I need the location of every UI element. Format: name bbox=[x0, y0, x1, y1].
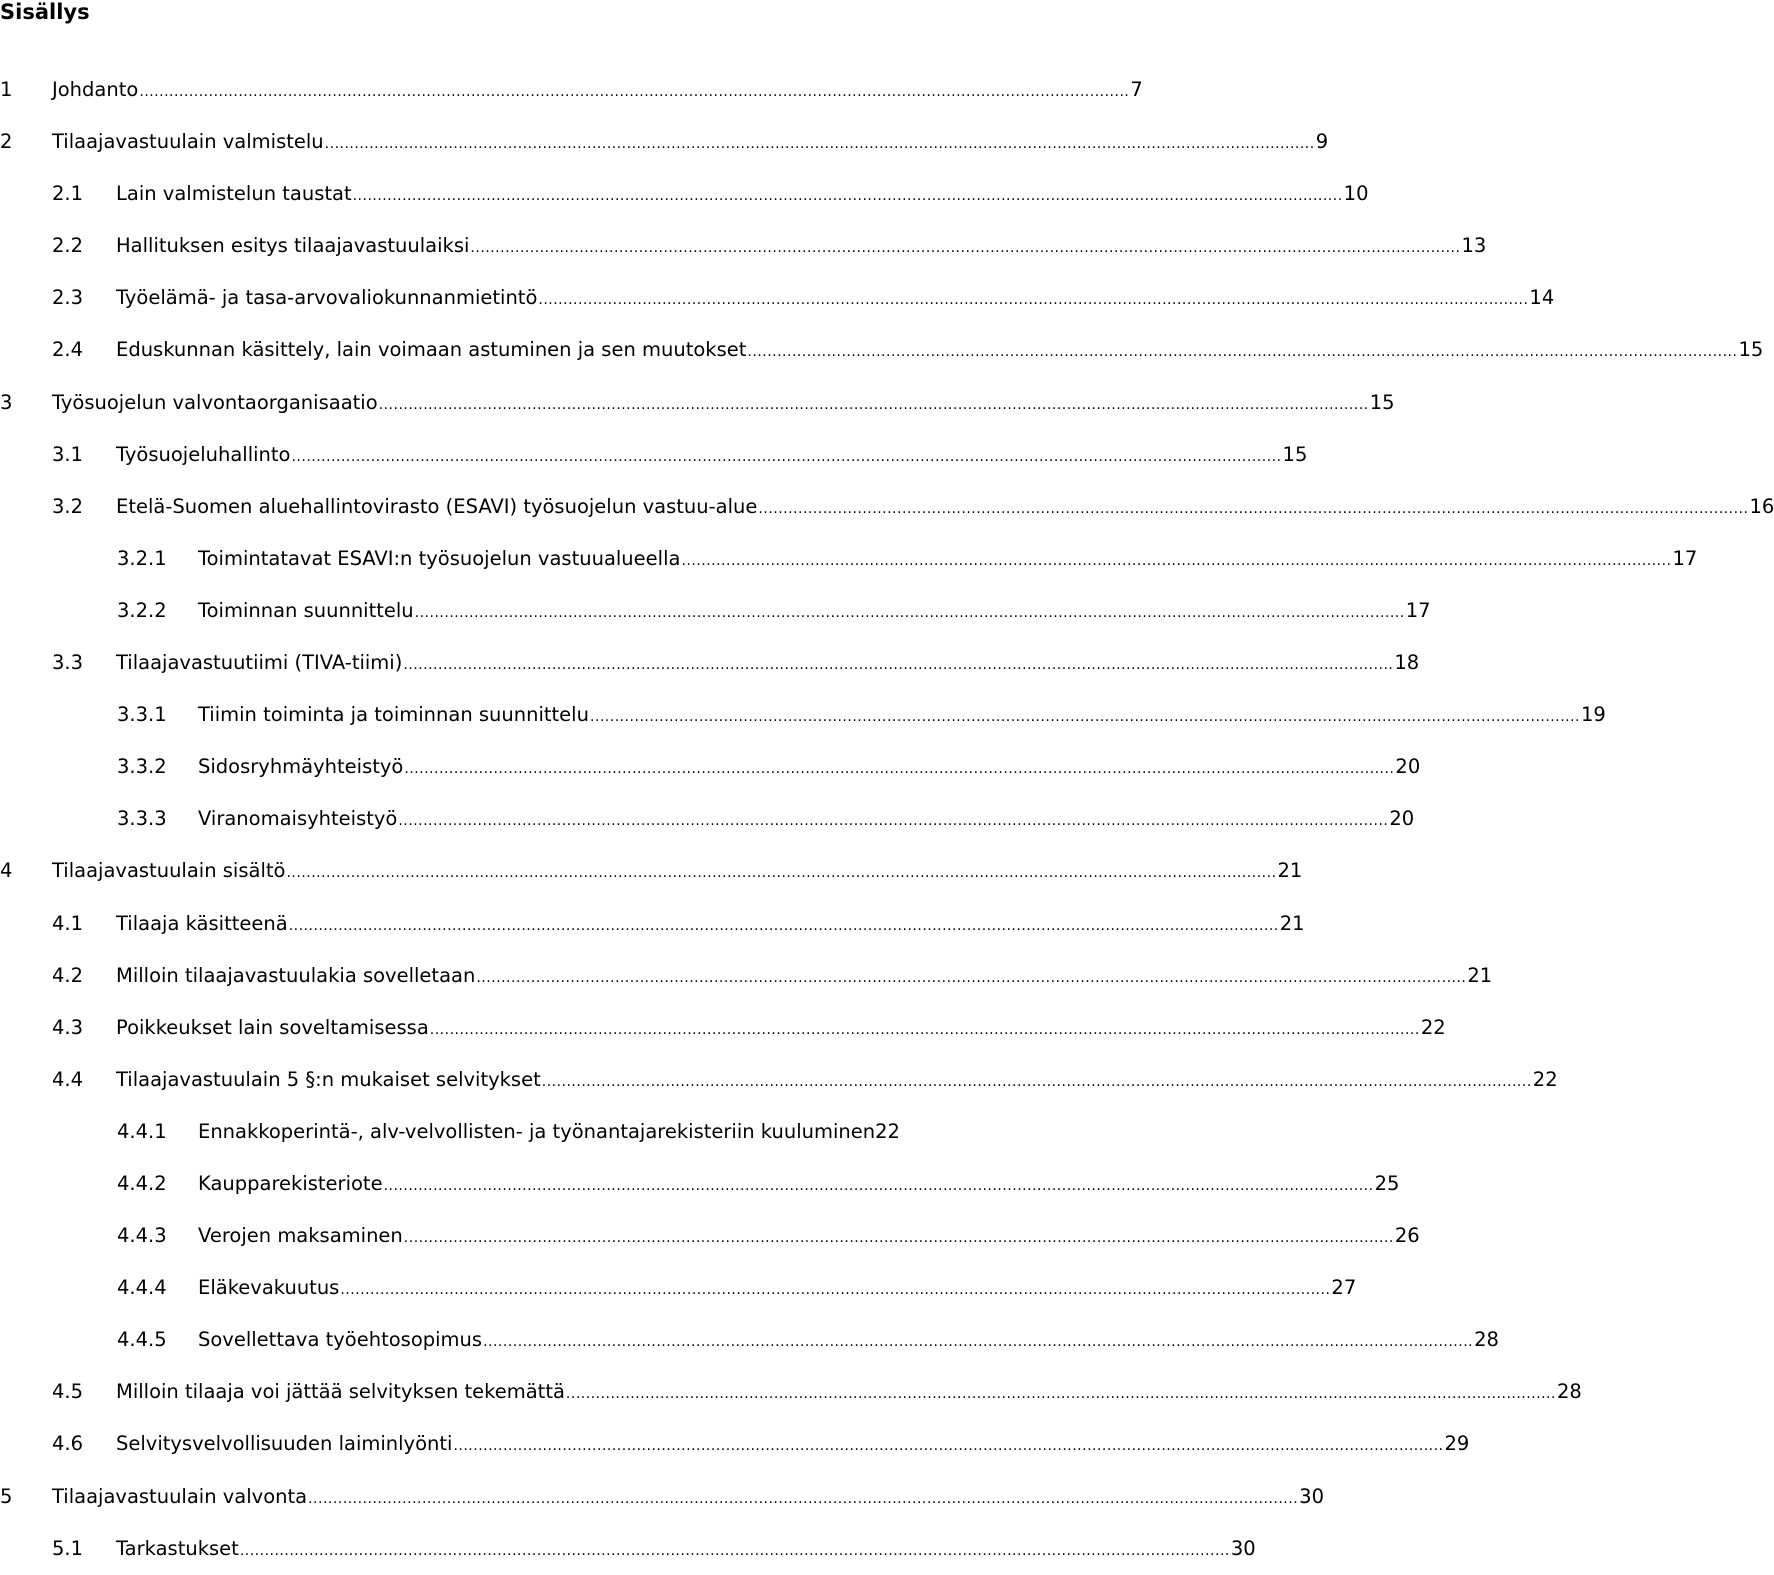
toc-dot-leader: ........................................................................................................................................................................................................ bbox=[288, 917, 1279, 934]
toc-entry-line bbox=[116, 649, 1420, 676]
toc-entry-number: 4.4.5 bbox=[117, 1328, 167, 1352]
toc-entry-line bbox=[116, 1014, 1446, 1041]
toc-entry-title[interactable]: Työsuojelun valvontaorganisaatio bbox=[52, 390, 378, 414]
toc-entry-title[interactable]: Työelämä- ja tasa-arvovaliokunnanmietintö bbox=[116, 286, 538, 310]
toc-entry-line bbox=[52, 857, 1303, 884]
toc-entry-page: 7 bbox=[1130, 78, 1143, 101]
toc-entry-page: 26 bbox=[1394, 1224, 1420, 1248]
toc-entry-number: 3.2 bbox=[52, 494, 84, 518]
toc-entry[interactable] bbox=[0, 116, 1329, 168]
toc-entry[interactable] bbox=[0, 637, 1420, 689]
toc-entry-number: 4.6 bbox=[52, 1432, 84, 1456]
toc-entry-line bbox=[198, 1274, 1357, 1301]
toc-entry-title[interactable]: Tilaajavastuulain 5 §:n mukaiset selvitykset bbox=[116, 1067, 541, 1091]
toc-dot-leader: ........................................................................................................................................................................................................ bbox=[403, 1230, 1394, 1247]
toc-entry[interactable] bbox=[0, 845, 1303, 897]
toc-entry-title[interactable]: Verojen maksaminen bbox=[198, 1224, 403, 1248]
toc-entry-number: 4.4.4 bbox=[117, 1276, 167, 1300]
toc-entry-number: 3.2.2 bbox=[117, 598, 167, 622]
toc-entry-line bbox=[198, 545, 1698, 572]
toc-entry-title[interactable]: Työsuojeluhallinto bbox=[116, 442, 291, 466]
toc-dot-leader: ........................................................................................................................................................................................................ bbox=[747, 344, 1738, 361]
toc-entry-line bbox=[116, 1430, 1470, 1457]
toc-entry-page: 15 bbox=[1282, 442, 1308, 466]
toc-entry-page: 17 bbox=[1405, 598, 1431, 622]
toc-entry-line bbox=[198, 1222, 1420, 1249]
toc-entry-title[interactable]: Lain valmistelun taustat bbox=[116, 182, 352, 206]
toc-entry-title[interactable]: Toimintatavat ESAVI:n työsuojelun vastuualueella bbox=[198, 546, 681, 570]
toc-dot-leader: ........................................................................................................................................................................................................ bbox=[538, 292, 1529, 309]
toc-entry-number: 5.1 bbox=[52, 1536, 84, 1560]
toc-entry[interactable] bbox=[0, 1054, 1558, 1106]
toc-entry-line bbox=[116, 1535, 1256, 1562]
toc-entry[interactable] bbox=[0, 1262, 1357, 1314]
toc-dot-leader: ........................................................................................................................................................................................................ bbox=[403, 657, 1394, 674]
toc-entry-title[interactable]: Viranomaisyhteistyö bbox=[198, 807, 398, 831]
toc-dot-leader: ........................................................................................................................................................................................................ bbox=[383, 1177, 1374, 1194]
toc-entry-title[interactable]: Tilaajavastuutiimi (TIVA-tiimi) bbox=[116, 651, 403, 675]
toc-entry[interactable] bbox=[0, 481, 1774, 533]
toc-entry[interactable] bbox=[0, 1523, 1256, 1575]
toc-entry-page: 20 bbox=[1395, 755, 1421, 779]
toc-entry-line bbox=[116, 1066, 1558, 1093]
toc-dot-leader: ........................................................................................................................................................................................................ bbox=[476, 969, 1467, 986]
toc-entry-line bbox=[52, 128, 1329, 155]
toc-entry-number: 2.2 bbox=[52, 234, 84, 258]
toc-entry-page: 18 bbox=[1394, 651, 1420, 675]
toc-entry-page: 17 bbox=[1672, 546, 1698, 570]
toc-entry-line bbox=[198, 805, 1415, 832]
toc-entry-line bbox=[52, 76, 1143, 103]
toc-dot-leader: ........................................................................................................................................................................................................ bbox=[589, 709, 1580, 726]
toc-entry[interactable] bbox=[0, 1210, 1420, 1262]
toc-entry-number: 4.2 bbox=[52, 963, 84, 987]
toc-entry-line bbox=[52, 389, 1395, 416]
toc-dot-leader: ........................................................................................................................................................................................................ bbox=[404, 761, 1395, 778]
toc-entry-number: 3.3.1 bbox=[117, 703, 167, 727]
toc-entry-page: 30 bbox=[1230, 1536, 1256, 1560]
toc-entry-title[interactable]: Ennakkoperintä-, alv-velvollisten- ja työnantajarekisteriin kuuluminen bbox=[198, 1119, 876, 1143]
toc-entry[interactable] bbox=[0, 1106, 958, 1158]
toc-entry-title[interactable]: Kaupparekisteriote bbox=[198, 1171, 383, 1195]
toc-entry-line bbox=[198, 597, 1431, 624]
toc-entry[interactable] bbox=[0, 533, 1698, 585]
toc-entry-page: 21 bbox=[1277, 859, 1303, 883]
toc-dot-leader: ........................................................................................................................................................................................................ bbox=[429, 1021, 1420, 1038]
toc-entry[interactable] bbox=[0, 377, 1395, 429]
toc-dot-leader: ........................................................................................................................................................................................................ bbox=[324, 136, 1315, 153]
toc-entry[interactable] bbox=[0, 741, 1421, 793]
toc-dot-leader: ........................................................................................................................................................................................................ bbox=[378, 396, 1369, 413]
toc-entry-page: 22 bbox=[1532, 1067, 1558, 1091]
toc-entry-line bbox=[198, 701, 1606, 728]
toc-entry-title[interactable]: Tilaaja käsitteenä bbox=[116, 911, 288, 935]
toc-entry-number: 4.5 bbox=[52, 1380, 84, 1404]
toc-entry-page: 27 bbox=[1331, 1276, 1357, 1300]
toc-entry[interactable] bbox=[0, 1471, 1324, 1523]
toc-entry-line bbox=[116, 441, 1308, 468]
toc-entry-title[interactable]: Selvitysvelvollisuuden laiminlyönti bbox=[116, 1432, 453, 1456]
toc-entry-page: 28 bbox=[1556, 1380, 1582, 1404]
toc-entry-line bbox=[52, 1483, 1324, 1510]
toc-entry-line bbox=[198, 1118, 958, 1145]
toc-entry[interactable] bbox=[0, 585, 1431, 637]
toc-entry-number: 5 bbox=[0, 1484, 13, 1508]
toc-entry-line bbox=[198, 1326, 1499, 1353]
toc-dot-leader: ........................................................................................................................................................................................................ bbox=[139, 84, 1130, 100]
toc-entry-number: 3.3.3 bbox=[117, 807, 167, 831]
toc-entry-page: 15 bbox=[1369, 390, 1395, 414]
toc-entry-line bbox=[116, 284, 1555, 311]
toc-dot-leader: ........................................................................................................................................................................................................ bbox=[681, 552, 1672, 569]
toc-dot-leader: ........................................................................................................................................................................................................ bbox=[470, 240, 1461, 257]
toc-entry-line bbox=[198, 1170, 1400, 1197]
toc-entry-page: 22 bbox=[875, 1119, 900, 1143]
toc-entry-number: 4.1 bbox=[52, 911, 84, 935]
toc-entry-title[interactable]: Toiminnan suunnittelu bbox=[198, 598, 414, 622]
toc-entry-number: 3.3.2 bbox=[117, 755, 167, 779]
toc-entry-title[interactable]: Tarkastukset bbox=[116, 1536, 239, 1560]
toc-entry[interactable] bbox=[0, 1314, 1499, 1366]
toc-dot-leader: ........................................................................................................................................................................................................ bbox=[286, 865, 1277, 882]
toc-entry-page: 21 bbox=[1279, 911, 1305, 935]
toc-entry-number: 2.3 bbox=[52, 286, 84, 310]
toc-dot-leader: ........................................................................................................................................................................................................ bbox=[414, 604, 1405, 621]
toc-entry-number: 4.4.3 bbox=[117, 1224, 167, 1248]
toc-entry-page: 10 bbox=[1343, 182, 1369, 206]
toc-entry[interactable] bbox=[0, 324, 1764, 376]
toc-entry-page: 28 bbox=[1474, 1328, 1499, 1352]
toc-entry-line bbox=[116, 1378, 1582, 1405]
toc-entry-title[interactable]: Milloin tilaajavastuulakia sovelletaan bbox=[116, 963, 476, 987]
toc-entry[interactable] bbox=[0, 689, 1606, 741]
toc-entry-page: 20 bbox=[1389, 807, 1415, 831]
toc-entry-title[interactable]: Tiimin toiminta ja toiminnan suunnittelu bbox=[198, 703, 589, 727]
toc-dot-leader: ........................................................................................................................................................................................................ bbox=[541, 1073, 1532, 1090]
toc-entry-title[interactable]: Eläkevakuutus bbox=[198, 1276, 340, 1300]
toc-entry[interactable] bbox=[0, 1002, 1446, 1054]
toc-entry-line bbox=[116, 232, 1487, 259]
toc-entry[interactable] bbox=[0, 272, 1555, 324]
toc-entry-page: 13 bbox=[1461, 234, 1487, 258]
toc-entry-number: 3 bbox=[0, 390, 13, 414]
toc-entry-number: 3.1 bbox=[52, 442, 84, 466]
toc-entry-line bbox=[116, 910, 1305, 937]
toc-dot-leader: ........................................................................................................................................................................................................ bbox=[239, 1542, 1230, 1559]
toc-entry[interactable] bbox=[0, 64, 1143, 116]
page-title: Sisällys bbox=[0, 0, 90, 24]
toc-entry-page: 30 bbox=[1299, 1484, 1324, 1508]
toc-entry-page: 19 bbox=[1581, 703, 1606, 727]
toc-entry-line bbox=[116, 180, 1369, 207]
toc-entry-title[interactable]: Sovellettava työehtosopimus bbox=[198, 1328, 483, 1352]
toc-list bbox=[0, 64, 1774, 1575]
toc-entry-page: 15 bbox=[1738, 338, 1764, 362]
toc-dot-leader: ........................................................................................................................................................................................................ bbox=[308, 1490, 1299, 1507]
toc-entry-page: 21 bbox=[1467, 963, 1493, 987]
toc-entry-title[interactable]: Poikkeukset lain soveltamisessa bbox=[116, 1015, 429, 1039]
toc-entry[interactable] bbox=[0, 168, 1369, 220]
toc-entry-line bbox=[198, 753, 1421, 780]
toc-entry[interactable] bbox=[0, 220, 1487, 272]
toc-dot-leader: ........................................................................................................................................................................................................ bbox=[291, 448, 1282, 465]
toc-entry[interactable] bbox=[0, 1418, 1470, 1470]
toc-entry-line bbox=[116, 493, 1774, 520]
toc-entry-page: 22 bbox=[1420, 1015, 1446, 1039]
toc-entry-number: 4.4 bbox=[52, 1067, 84, 1091]
toc-entry-title[interactable]: Eduskunnan käsittely, lain voimaan astuminen ja sen muutokset bbox=[116, 338, 747, 362]
toc-entry[interactable] bbox=[0, 1366, 1582, 1418]
toc-entry-number: 4.3 bbox=[52, 1015, 84, 1039]
toc-entry[interactable] bbox=[0, 950, 1493, 1002]
toc-entry-page: 16 bbox=[1749, 494, 1774, 518]
toc-entry-number: 3.3 bbox=[52, 651, 84, 675]
toc-entry-number: 2.4 bbox=[52, 338, 84, 362]
toc-entry[interactable] bbox=[0, 793, 1415, 845]
toc-entry-title[interactable]: Milloin tilaaja voi jättää selvityksen tekemättä bbox=[116, 1380, 565, 1404]
toc-entry-number: 4.4.1 bbox=[117, 1119, 167, 1143]
toc-dot-leader: ........................................................................................................................................................................................................ bbox=[758, 500, 1749, 517]
toc-dot-leader: ........................................................................................................................................................................................................ bbox=[352, 188, 1343, 205]
toc-dot-leader: ........................................................................................................................................................................................................ bbox=[565, 1386, 1556, 1403]
toc-entry-title[interactable]: Etelä-Suomen aluehallintovirasto (ESAVI) työsuojelun vastuu-alue bbox=[116, 494, 758, 518]
toc-entry[interactable] bbox=[0, 429, 1308, 481]
toc-entry-page: 25 bbox=[1374, 1171, 1400, 1195]
toc-entry-title[interactable]: Tilaajavastuulain valvonta bbox=[52, 1484, 308, 1508]
toc-dot-leader: ........................................................................................................................................................................................................ bbox=[453, 1438, 1444, 1455]
toc-entry-number: 4.4.2 bbox=[117, 1171, 167, 1195]
toc-dot-leader: ........................................................................................................................................................................................................ bbox=[340, 1282, 1331, 1299]
toc-dot-leader: ........................................................................................................................................................................................................ bbox=[398, 813, 1389, 830]
toc-entry-title[interactable]: Tilaajavastuulain sisältö bbox=[52, 859, 286, 883]
toc-entry-line bbox=[116, 962, 1493, 989]
toc-entry-title[interactable]: Hallituksen esitys tilaajavastuulaiksi bbox=[116, 234, 470, 258]
toc-entry-page: 9 bbox=[1315, 130, 1329, 154]
toc-entry-number: 3.2.1 bbox=[117, 546, 167, 570]
toc-entry-number: 2 bbox=[0, 130, 13, 154]
toc-entry-page: 14 bbox=[1529, 286, 1555, 310]
toc-entry-number: 2.1 bbox=[52, 182, 84, 206]
toc-entry-line bbox=[116, 336, 1764, 363]
toc-entry-number: 1 bbox=[0, 78, 13, 101]
toc-entry[interactable] bbox=[0, 1158, 1400, 1210]
toc-dot-leader: ........................................................................................................................................................................................................ bbox=[483, 1334, 1474, 1351]
toc-entry[interactable] bbox=[0, 898, 1305, 950]
toc-entry-number: 4 bbox=[0, 859, 13, 883]
toc-entry-page: 29 bbox=[1444, 1432, 1470, 1456]
toc-entry-title[interactable]: Tilaajavastuulain valmistelu bbox=[52, 130, 324, 154]
toc-entry-title[interactable]: Sidosryhmäyhteistyö bbox=[198, 755, 404, 779]
toc-entry-title[interactable]: Johdanto bbox=[52, 78, 139, 101]
